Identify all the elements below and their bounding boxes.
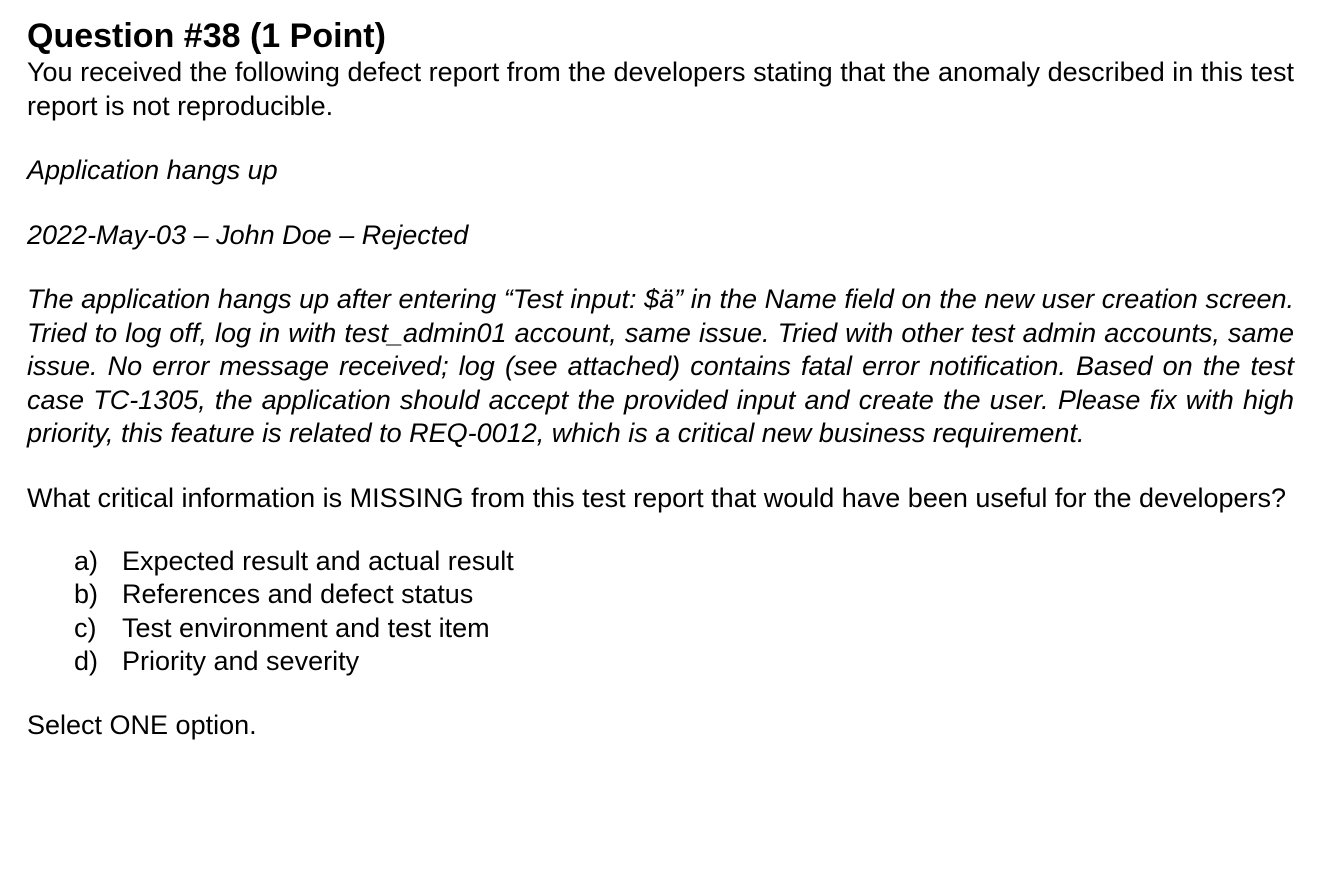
question-prompt: What critical information is MISSING from this test report that would have been useful for the developers?	[27, 482, 1287, 513]
option-c[interactable]	[74, 612, 1294, 645]
option-letter: a)	[74, 546, 99, 576]
option-letter: b)	[74, 579, 99, 610]
option-letter: d)	[74, 645, 99, 676]
report-meta: 2022-May-03 – John Doe – Rejected	[27, 219, 469, 250]
option-letter: c)	[74, 612, 97, 643]
report-title: Application hangs up	[27, 155, 278, 185]
selection-instruction: Select ONE option.	[27, 710, 257, 741]
option-b[interactable]	[74, 578, 1294, 611]
option-text: Test environment and test item	[122, 612, 490, 643]
option-d[interactable]	[74, 645, 1294, 678]
option-a[interactable]	[74, 545, 1294, 578]
option-text: References and defect status	[122, 579, 474, 610]
question-intro: You received the following defect report from the developers stating that the anomaly described in this test report is not reproducible.	[27, 57, 1294, 121]
answer-options	[27, 545, 1294, 678]
option-text: Expected result and actual result	[122, 546, 514, 576]
report-description: The application hangs up after entering “Test input: $ä” in the Name field on the new user creation screen. Tried to log off, log in with test_admin01 account, same issue. Tried with other test admin accounts, same issue. No error message received; log (see attached) contains fatal error notification. Based on the test case TC-1305, the application should accept the provided input and create the user. Please fix with high priority, this feature is related to REQ-0012, which is a critical new business requirement.	[27, 284, 1294, 448]
question-title: Question #38 (1 Point)	[27, 17, 386, 55]
question-document	[27, 16, 1294, 743]
option-text: Priority and severity	[122, 645, 360, 676]
